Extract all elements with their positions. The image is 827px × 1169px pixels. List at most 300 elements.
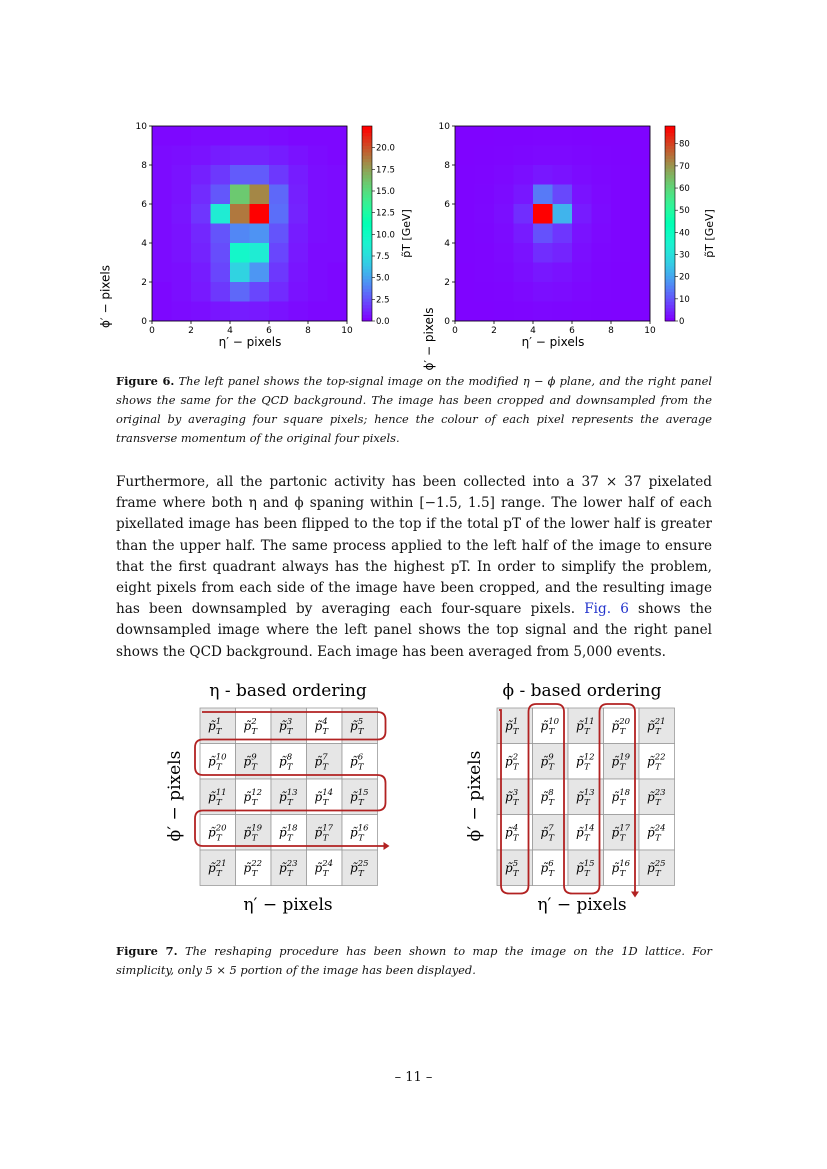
figure7-caption-label: Figure 7 [116,944,174,958]
left-xlabel: η′ − pixels [218,335,282,349]
heatmap-cell [250,165,270,185]
heatmap-cell [191,204,211,224]
lattice-cell-label: p̃$^{15}$ T [576,859,595,879]
x-tick-label: 2 [491,326,497,336]
heatmap-cell [328,224,348,244]
x-tick-label: 10 [341,326,353,336]
x-tick-label: 4 [227,326,233,336]
heatmap-cell [230,165,250,185]
heatmap-cell [494,185,514,205]
colorbar-tick-label: 20.0 [376,143,395,154]
lattice-cell-label: p̃$^{18}$ T [279,823,298,844]
x-tick-label: 8 [305,326,311,336]
lattice-cell-label: p̃$^6$ T [350,752,364,773]
lattice-cell-label: p̃$^{10}$ T [540,717,560,737]
heatmap-cell [172,204,192,224]
heatmap-cell [631,224,651,244]
heatmap-cell [211,165,231,185]
heatmap-cell [631,185,651,205]
x-tick-label: 6 [569,326,575,336]
heatmap-cell [572,282,592,302]
heatmap-cell [250,302,270,322]
heatmap-cell [553,243,573,263]
heatmap-cell [172,224,192,244]
heatmap-cell [152,204,172,224]
heatmap-cell [592,263,612,283]
heatmap-cell [533,185,553,205]
heatmap-cell [455,224,475,244]
heatmap-cell [172,146,192,166]
heatmap-cell [592,243,612,263]
heatmap-cell [230,146,250,166]
heatmap-cell [230,243,250,263]
heatmap-cell [611,185,631,205]
heatmap-cell [533,282,553,302]
heatmap-cell [455,302,475,322]
y-tick-label: 8 [444,161,450,171]
heatmap-cell [494,165,514,185]
colorbar-tick-label: 30 [679,250,690,261]
heatmap-cell [631,165,651,185]
lattice-cell-label: p̃$^{16}$ T [350,823,369,844]
eta-title: η - based ordering [209,681,367,701]
heatmap-cell [308,185,328,205]
heatmap-cell [269,185,289,205]
lattice-cell-label: p̃$^2$ T [505,752,519,773]
figure6-reference-link[interactable]: Fig. 6 [584,601,629,618]
lattice-cell-label: p̃$^{16}$ T [611,859,631,879]
right-heatmap [455,126,650,321]
figure6-caption-label: Figure 6 [116,374,171,388]
heatmap-cell [211,185,231,205]
heatmap-cell [269,263,289,283]
x-tick-label: 2 [188,326,194,336]
colorbar-tick-label: 40 [679,228,690,239]
heatmap-cell [191,224,211,244]
lattice-cell-label: p̃$^{23}$ T [647,788,666,808]
heatmap-cell [592,204,612,224]
lattice-cell-label: p̃$^{21}$ T [647,717,666,737]
x-tick-label: 10 [644,326,656,336]
heatmap-cell [611,263,631,283]
heatmap-cell [455,282,475,302]
lattice-cell-label: p̃$^4$ T [314,717,329,737]
heatmap-cell [553,263,573,283]
heatmap-cell [631,263,651,283]
heatmap-cell [172,185,192,205]
heatmap-cell [230,204,250,224]
heatmap-cell [191,146,211,166]
heatmap-cell [514,243,534,263]
lattice-cell-label: p̃$^{13}$ T [576,788,595,808]
heatmap-cell [328,126,348,146]
y-tick-label: 4 [444,239,450,249]
figure6-caption: Figure 6. The left panel shows the top-signal image on the modified η − ϕ plane, and the right panel shows the same for the QCD background. The image has been cropped and downsampled from the original by averaging four square pixels; hence the colour of each pixel represents the average transverse momentum of the original four pixels. [116,374,712,445]
lattice-cell-label: p̃$^4$ T [505,823,519,844]
colorbar-tick-label: 80 [679,139,690,150]
phi-ylabel: ϕ′ − pixels [465,750,485,842]
heatmap-cell [611,224,631,244]
lattice-cell-label: p̃$^{18}$ T [611,788,631,808]
heatmap-cell [230,302,250,322]
heatmap-cell [211,263,231,283]
heatmap-cell [514,146,534,166]
lattice-cell-label: p̃$^{15}$ T [350,788,369,808]
lattice-cell-label: p̃$^8$ T [540,788,555,808]
phi-arrowhead [631,892,639,898]
heatmap-cell [191,263,211,283]
heatmap-cell [191,126,211,146]
heatmap-cell [211,302,231,322]
heatmap-cell [533,263,553,283]
heatmap-cell [289,165,309,185]
heatmap-cell [572,302,592,322]
heatmap-cell [475,302,495,322]
y-tick-label: 6 [141,200,147,210]
heatmap-cell [172,126,192,146]
heatmap-cell [475,146,495,166]
heatmap-cell [455,126,475,146]
heatmap-cell [475,224,495,244]
lattice-cell-label: p̃$^{22}$ T [647,752,666,773]
heatmap-cell [494,224,514,244]
heatmap-cell [631,146,651,166]
heatmap-cell [308,146,328,166]
heatmap-cell [631,243,651,263]
heatmap-cell [533,224,553,244]
heatmap-cell [191,185,211,205]
colorbar-tick-label: 10 [679,294,690,305]
y-tick-label: 6 [444,200,450,210]
heatmap-cell [533,243,553,263]
lattice-cell-label: p̃$^{23}$ T [279,859,298,879]
lattice-cell-label: p̃$^{24}$ T [647,823,666,844]
paragraph-part1: Furthermore, all the partonic activity has been collected into a 37 × 37 pixelated frame where both η and ϕ spaning within [−1.5, 1.5] range. The lower half of each pixellated image has been flipped to the top if the total pT of the lower half is greater than the upper half. The same process applied to the left half of the image to ensure that the first quadrant always has the highest pT. In order to simplify the problem, eight pixels from each side of the image have been cropped, and the resulting image has been downsampled by averaging each four-square pixels. [116,474,712,618]
heatmap-cell [572,263,592,283]
lattice-cell-label: p̃$^1$ T [208,717,222,737]
heatmap-cell [172,243,192,263]
y-tick-label: 0 [141,317,147,327]
eta-grid [195,708,390,886]
heatmap-cell [553,146,573,166]
lattice-cell-label: p̃$^7$ T [540,823,555,844]
heatmap-cell [230,224,250,244]
heatmap-cell [533,302,553,322]
left-ylabel: ϕ′ − pixels [98,265,113,328]
lattice-cell-label: p̃$^6$ T [540,859,555,879]
y-tick-label: 2 [141,278,147,288]
lattice-cell-label: p̃$^{14}$ T [576,823,595,844]
left-colorbar [362,126,413,327]
heatmap-cell [172,165,192,185]
heatmap-cell [269,282,289,302]
colorbar-tick-label: 50 [679,206,690,217]
right-ylabel: ϕ′ − pixels [422,307,436,371]
heatmap-cell [572,146,592,166]
heatmap-cell [475,204,495,224]
heatmap-cell [152,165,172,185]
heatmap-cell [152,126,172,146]
heatmap-cell [475,243,495,263]
body-paragraph [116,472,712,663]
heatmap-cell [230,282,250,302]
heatmap-cell [533,204,553,224]
heatmap-cell [211,282,231,302]
heatmap-cell [553,282,573,302]
figure7-caption: Figure 7. The reshaping procedure has been shown to map the image on the 1D lattice. For simplicity, only 5 × 5 portion of the image has been displayed. [116,944,712,977]
heatmap-cell [572,243,592,263]
heatmap-cell [494,204,514,224]
heatmap-cell [250,243,270,263]
lattice-cell-label: p̃$^{11}$ T [576,717,595,737]
heatmap-cell [230,263,250,283]
heatmap-cell [152,224,172,244]
colorbar-tick-label: 0 [679,317,685,327]
figure7-eta-ordering [160,676,400,921]
heatmap-cell [533,165,553,185]
lattice-cell-label: p̃$^{12}$ T [576,752,595,773]
heatmap-cell [475,282,495,302]
lattice-cell-label: p̃$^9$ T [540,752,555,773]
lattice-cell-label: p̃$^{20}$ T [611,717,631,737]
heatmap-cell [611,243,631,263]
figure6-right-panel [413,115,716,371]
lattice-cell-label: p̃$^5$ T [350,717,364,737]
heatmap-cell [592,224,612,244]
heatmap-cell [572,165,592,185]
lattice-cell-label: p̃$^{19}$ T [243,823,263,844]
eta-ylabel: ϕ′ − pixels [165,750,185,842]
x-tick-label: 6 [266,326,272,336]
heatmap-cell [211,224,231,244]
heatmap-cell [269,243,289,263]
heatmap-cell [211,204,231,224]
heatmap-cell [514,302,534,322]
heatmap-cell [514,126,534,146]
heatmap-cell [191,302,211,322]
heatmap-cell [514,204,534,224]
colorbar-tick-label: 5.0 [376,273,390,284]
heatmap-cell [308,282,328,302]
colorbar-label: p̃T [GeV] [400,209,413,258]
colorbar-tick-label: 2.5 [376,295,390,306]
heatmap-cell [592,302,612,322]
heatmap-cell [289,302,309,322]
heatmap-cell [308,126,328,146]
heatmap-cell [289,282,309,302]
heatmap-cell [308,243,328,263]
colorbar-label: p̃T [GeV] [703,209,716,258]
heatmap-cell [289,126,309,146]
y-tick-label: 10 [135,122,147,132]
heatmap-cell [475,126,495,146]
heatmap-cell [572,204,592,224]
lattice-cell-label: p̃$^{10}$ T [208,752,227,773]
heatmap-cell [250,282,270,302]
heatmap-cell [631,126,651,146]
page-number: – 11 – [394,1070,433,1085]
heatmap-cell [514,224,534,244]
heatmap-cell [514,165,534,185]
heatmap-cell [553,165,573,185]
heatmap-cell [592,165,612,185]
heatmap-cell [328,243,348,263]
heatmap-cell [328,146,348,166]
heatmap-cell [269,126,289,146]
heatmap-cell [172,263,192,283]
heatmap-cell [592,126,612,146]
heatmap-cell [152,282,172,302]
heatmap-cell [250,204,270,224]
heatmap-cell [289,224,309,244]
heatmap-cell [455,185,475,205]
heatmap-cell [611,204,631,224]
heatmap-cell [631,302,651,322]
lattice-cell-label: p̃$^{11}$ T [208,788,227,808]
heatmap-cell [308,165,328,185]
phi-grid [497,704,675,898]
heatmap-cell [211,243,231,263]
heatmap-cell [152,146,172,166]
right-colorbar [665,126,716,327]
heatmap-cell [152,185,172,205]
x-tick-label: 0 [452,326,458,336]
heatmap-cell [191,165,211,185]
heatmap-cell [289,243,309,263]
heatmap-cell [328,302,348,322]
heatmap-cell [269,165,289,185]
heatmap-cell [494,302,514,322]
x-tick-label: 8 [608,326,614,336]
heatmap-cell [455,263,475,283]
heatmap-cell [250,185,270,205]
lattice-cell-label: p̃$^3$ T [505,788,519,808]
heatmap-cell [455,204,475,224]
phi-xlabel: η′ − pixels [537,895,627,915]
colorbar-tick-label: 12.5 [376,208,395,219]
heatmap-cell [631,204,651,224]
heatmap-cell [250,224,270,244]
heatmap-cell [494,126,514,146]
heatmap-cell [328,204,348,224]
y-tick-label: 8 [141,161,147,171]
heatmap-cell [494,146,514,166]
heatmap-cell [553,302,573,322]
lattice-cell-label: p̃$^{21}$ T [208,859,227,879]
colorbar-tick-label: 10.0 [376,230,395,241]
heatmap-cell [475,165,495,185]
heatmap-cell [631,282,651,302]
figure7-phi-ordering [460,676,700,921]
heatmap-cell [592,146,612,166]
y-tick-label: 10 [438,122,450,132]
heatmap-cell [611,165,631,185]
heatmap-cell [152,243,172,263]
heatmap-cell [269,204,289,224]
heatmap-cell [328,185,348,205]
heatmap-cell [611,302,631,322]
heatmap-cell [230,126,250,146]
heatmap-cell [152,302,172,322]
heatmap-cell [191,282,211,302]
heatmap-cell [572,126,592,146]
lattice-cell-label: p̃$^{12}$ T [243,788,263,808]
x-tick-label: 0 [149,326,155,336]
heatmap-cell [172,282,192,302]
heatmap-cell [289,263,309,283]
eta-arrowhead [384,842,390,850]
lattice-cell-label: p̃$^{20}$ T [208,823,227,844]
lattice-cell-label: p̃$^7$ T [314,752,329,773]
lattice-cell-label: p̃$^9$ T [243,752,258,773]
heatmap-cell [514,282,534,302]
heatmap-cell [611,126,631,146]
heatmap-cell [211,146,231,166]
figure6-caption-text: The left panel shows the top-signal image on the modified η − ϕ plane, and the right panel shows the same for the QCD background. The image has been cropped and downsampled from the original by averaging four square pixels; hence the colour of each pixel represents the average transverse momentum of the original four pixels. [116,374,712,445]
lattice-cell-label: p̃$^3$ T [279,717,293,737]
lattice-cell-label: p̃$^{25}$ T [647,859,666,879]
lattice-cell-label: p̃$^{22}$ T [243,859,263,879]
heatmap-cell [269,302,289,322]
heatmap-cell [328,282,348,302]
heatmap-cell [455,165,475,185]
lattice-cell-label: p̃$^5$ T [505,859,519,879]
heatmap-cell [572,185,592,205]
heatmap-cell [289,204,309,224]
heatmap-cell [592,282,612,302]
heatmap-cell [230,185,250,205]
heatmap-cell [611,282,631,302]
figure7-caption-text: The reshaping procedure has been shown to map the image on the 1D lattice. For simplicity, only 5 × 5 portion of the image has been displayed. [116,944,712,977]
heatmap-cell [191,243,211,263]
colorbar-tick-label: 0.0 [376,317,390,327]
heatmap-cell [250,263,270,283]
heatmap-cell [308,224,328,244]
heatmap-cell [152,263,172,283]
heatmap-cell [494,282,514,302]
y-tick-label: 2 [444,278,450,288]
heatmap-cell [455,243,475,263]
lattice-cell-label: p̃$^{24}$ T [314,859,334,879]
heatmap-cell [553,204,573,224]
paragraph-part2: shows the downsampled image where the left panel shows the top signal and the right panel shows the QCD background. Each image has been averaged from 5,000 events. [116,601,712,660]
heatmap-cell [289,185,309,205]
colorbar-tick-label: 15.0 [376,187,395,197]
lattice-cell-label: p̃$^{14}$ T [314,788,334,808]
eta-xlabel: η′ − pixels [243,895,333,915]
figure6-left-panel [98,115,413,355]
y-tick-label: 4 [141,239,147,249]
lattice-cell-label: p̃$^{13}$ T [279,788,298,808]
heatmap-cell [328,263,348,283]
heatmap-cell [553,126,573,146]
right-xlabel: η′ − pixels [521,335,585,349]
lattice-cell-label: p̃$^8$ T [279,752,293,773]
heatmap-cell [308,302,328,322]
heatmap-cell [533,126,553,146]
heatmap-cell [455,146,475,166]
heatmap-cell [289,146,309,166]
lattice-cell-label: p̃$^2$ T [243,717,258,737]
heatmap-cell [269,146,289,166]
heatmap-cell [533,146,553,166]
heatmap-cell [572,224,592,244]
heatmap-cell [172,302,192,322]
heatmap-cell [514,263,534,283]
heatmap-cell [475,185,495,205]
heatmap-cell [269,224,289,244]
heatmap-cell [553,185,573,205]
